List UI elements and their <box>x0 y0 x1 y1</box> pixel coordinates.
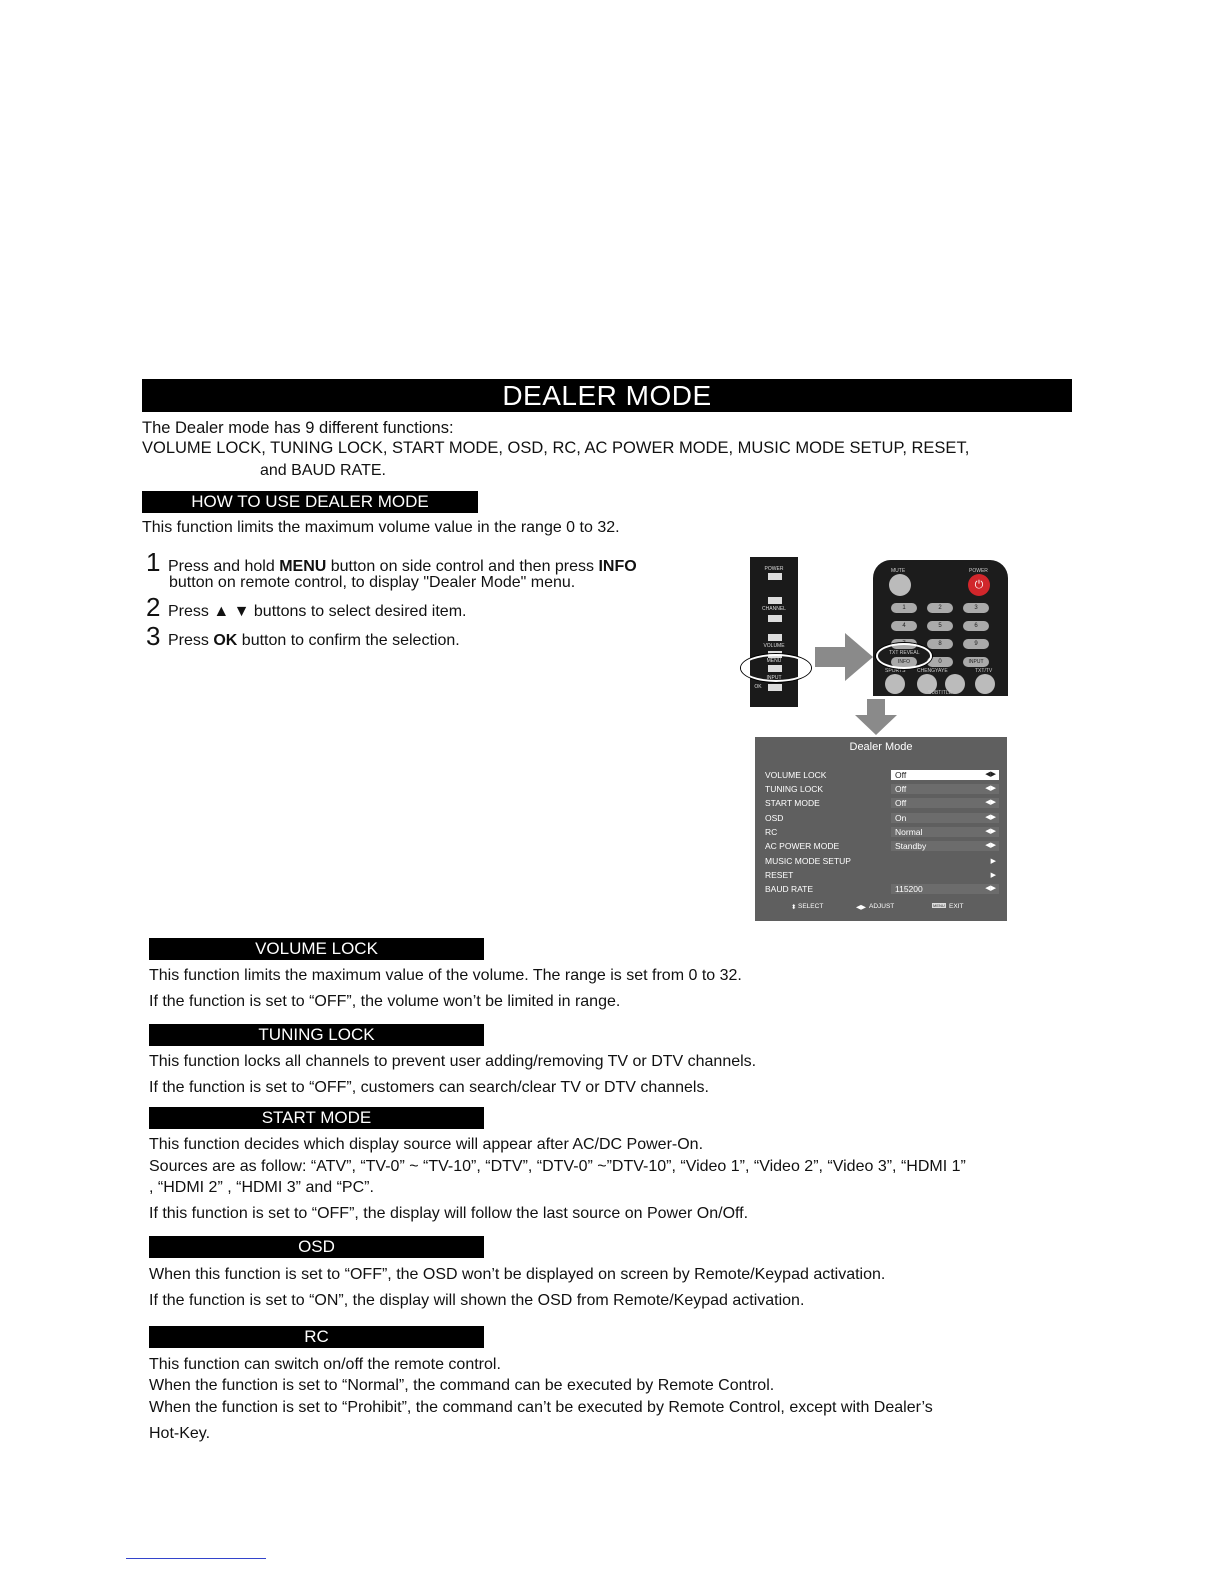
left-right-arrow-icon: ◀▶ <box>985 814 996 821</box>
input-key: INPUT <box>963 657 989 667</box>
osd-row-value <box>891 798 999 808</box>
osd-row-label: OSD <box>765 813 784 823</box>
chevron-right-icon: ▶ <box>990 872 996 879</box>
txt-tv-label: TXT/TV <box>975 668 993 674</box>
osd-row-reset[interactable] <box>765 869 1001 881</box>
osd-row-value <box>891 841 999 851</box>
left-right-arrow-icon: ◀▶ <box>985 785 996 792</box>
start-mode-line-1: This function decides which display source will appear after AC/DC Power-On. <box>149 1136 704 1153</box>
step-number: 3 <box>146 621 161 651</box>
volume-up-button <box>768 634 782 641</box>
osd-row-value <box>891 770 999 780</box>
menu-highlight <box>741 654 811 682</box>
intro-line-2: VOLUME LOCK, TUNING LOCK, START MODE, OSD, RC, AC POWER MODE, MUSIC MODE SETUP, RESET, <box>142 439 970 457</box>
osd-row-volume-lock[interactable] <box>765 769 1001 781</box>
step-text: button on side control and then press <box>326 558 599 575</box>
adjust-hint: ADJUST <box>869 903 895 910</box>
osd-row-label: MUSIC MODE SETUP <box>765 856 851 866</box>
menu-keyword: MENU <box>279 558 327 575</box>
rc-line-1: This function can switch on/off the remote control. <box>149 1356 501 1373</box>
osd-heading: OSD <box>149 1236 484 1258</box>
info-key: INFO <box>891 657 917 667</box>
osd-row-value <box>891 813 999 823</box>
mute-label: MUTE <box>891 568 906 574</box>
power-label: POWER <box>969 568 988 574</box>
osd-value-text: Normal <box>895 827 923 837</box>
osd-row-tuning-lock[interactable] <box>765 783 1001 795</box>
tuning-lock-heading: TUNING LOCK <box>149 1024 484 1046</box>
osd-line-2: If the function is set to “ON”, the display will shown the OSD from Remote/Keypad activation. <box>149 1292 805 1309</box>
channel-label: CHANNEL <box>762 606 786 612</box>
sports-label: SPORTS <box>885 668 906 674</box>
osd-row-baud-rate[interactable] <box>765 883 1001 895</box>
mute-button <box>889 574 911 596</box>
left-right-icon: ◀▶ <box>856 904 866 911</box>
power-button <box>768 573 782 580</box>
osd-row-start-mode[interactable] <box>765 797 1001 809</box>
info-highlight <box>876 643 932 669</box>
ok-keyword: OK <box>213 632 238 649</box>
osd-row-value <box>891 827 999 837</box>
key-8: 8 <box>927 639 953 649</box>
page-title: DEALER MODE <box>142 379 1072 412</box>
key-9: 9 <box>963 639 989 649</box>
arrow-right-icon <box>815 633 873 681</box>
start-mode-heading: START MODE <box>149 1107 484 1129</box>
left-right-arrow-icon: ◀▶ <box>985 828 996 835</box>
key-0: 0 <box>927 657 953 667</box>
step-number: 2 <box>146 592 161 622</box>
step-text: button to confirm the selection. <box>237 632 460 649</box>
left-right-arrow-icon: ◀▶ <box>985 799 996 806</box>
key-7: 7 <box>891 639 917 649</box>
osd-row-label: VOLUME LOCK <box>765 770 827 780</box>
osd-value-text: Off <box>895 798 907 808</box>
howto-heading: HOW TO USE DEALER MODE <box>142 491 478 513</box>
side-control-panel <box>750 557 798 707</box>
info-keyword: INFO <box>598 558 637 575</box>
step-text: Press ▲ ▼ buttons to select desired item. <box>168 603 467 620</box>
start-mode-line-2: Sources are as follow: “ATV”, “TV-0” ~ “TV-10”, “DTV”, “DTV-0” ~”DTV-10”, “Video 1”, “Video 2”, “Video 3”, “HDMI 1” <box>149 1158 966 1175</box>
step-1-cont: button on remote control, to display "Dealer Mode" menu. <box>169 574 576 591</box>
osd-value-text: On <box>895 813 907 823</box>
volume-lock-heading: VOLUME LOCK <box>149 938 484 960</box>
osd-row-label: BAUD RATE <box>765 884 814 894</box>
key-4: 4 <box>891 621 917 631</box>
rc-line-2: When the function is set to “Normal”, the command can be executed by Remote Control. <box>149 1377 775 1394</box>
ok-label: OK <box>754 684 762 690</box>
step-text: Press <box>168 632 214 649</box>
step-number: 1 <box>146 547 161 577</box>
step-3 <box>146 621 460 651</box>
start-mode-line-4: If this function is set to “OFF”, the display will follow the last source on Power On/Off. <box>149 1205 749 1222</box>
osd-row-label: AC POWER MODE <box>765 841 840 851</box>
osd-row-osd[interactable] <box>765 812 1001 824</box>
osd-row-label: RESET <box>765 870 794 880</box>
volume-label: VOLUME <box>763 643 785 649</box>
osd-row-label: TUNING LOCK <box>765 784 824 794</box>
channel-up-button <box>768 597 782 604</box>
start-mode-line-3: , “HDMI 2” , “HDMI 3” and “PC”. <box>149 1179 374 1196</box>
volume-lock-line-1: This function limits the maximum value of the volume. The range is set from 0 to 32. <box>149 967 742 984</box>
exit-hint: EXIT <box>949 903 964 910</box>
tuning-lock-line-2: If the function is set to “OFF”, customers can search/clear TV or DTV channels. <box>149 1079 709 1096</box>
select-hint: SELECT <box>798 903 824 910</box>
menu-label: MENU <box>766 658 782 664</box>
input-label: INPUT <box>766 675 782 681</box>
chengyaye-label: CHENGYAYE <box>917 668 948 674</box>
osd-value-text: Off <box>895 770 907 780</box>
osd-row-label: RC <box>765 827 778 837</box>
txt-tv-button <box>975 674 995 694</box>
osd-value-text: 115200 <box>895 884 923 894</box>
sports-button <box>885 674 905 694</box>
left-right-arrow-icon: ◀▶ <box>985 771 996 778</box>
footer-rule <box>126 1558 266 1559</box>
chevron-right-icon: ▶ <box>990 858 996 865</box>
howto-desc: This function limits the maximum volume value in the range 0 to 32. <box>142 519 620 536</box>
tuning-lock-line-1: This function locks all channels to prevent user adding/removing TV or DTV channels. <box>149 1053 757 1070</box>
osd-row-label: START MODE <box>765 798 820 808</box>
osd-value-text: Off <box>895 784 907 794</box>
osd-row-value <box>891 884 999 894</box>
step-text: Press and hold <box>168 558 280 575</box>
osd-line-1: When this function is set to “OFF”, the OSD won’t be displayed on screen by Remote/Keypad activation. <box>149 1266 886 1283</box>
volume-lock-line-2: If the function is set to “OFF”, the volume won’t be limited in range. <box>149 993 621 1010</box>
key-3: 3 <box>963 603 989 613</box>
channel-down-button <box>768 615 782 622</box>
left-right-arrow-icon: ◀▶ <box>985 885 996 892</box>
rc-line-3: When the function is set to “Prohibit”, the command can’t be executed by Remote Control, except with Dealer’s <box>149 1399 933 1416</box>
ok-button <box>768 684 782 691</box>
osd-footer <box>755 903 1007 917</box>
menu-key-icon: MENU <box>933 903 945 908</box>
power-label: POWER <box>764 566 784 572</box>
rc-heading: RC <box>149 1326 484 1348</box>
left-right-arrow-icon: ◀▶ <box>985 842 996 849</box>
osd-row-ac-power-mode[interactable] <box>765 840 1001 852</box>
subtitle-label: SUBTITLE <box>928 690 952 696</box>
power-icon: ⏻ <box>968 574 990 596</box>
osd-row-value <box>891 784 999 794</box>
key-5: 5 <box>927 621 953 631</box>
txt-reveal-label: TXT REVEAL <box>889 650 920 656</box>
arrow-down-icon <box>855 699 897 735</box>
key-2: 2 <box>927 603 953 613</box>
osd-title: Dealer Mode <box>849 741 913 753</box>
up-down-icon: ⬍ <box>791 904 797 911</box>
dealer-mode-osd-menu <box>755 737 1007 921</box>
osd-row-music-mode-setup[interactable] <box>765 855 1001 867</box>
key-6: 6 <box>963 621 989 631</box>
remote-control <box>873 560 1008 696</box>
step-2 <box>146 592 467 622</box>
rc-line-4: Hot-Key. <box>149 1425 211 1442</box>
intro-line-3: and BAUD RATE. <box>260 462 386 479</box>
osd-row-rc[interactable] <box>765 826 1001 838</box>
key-1: 1 <box>891 603 917 613</box>
osd-value-text: Standby <box>895 841 927 851</box>
intro-line-1: The Dealer mode has 9 different functions: <box>142 419 454 437</box>
